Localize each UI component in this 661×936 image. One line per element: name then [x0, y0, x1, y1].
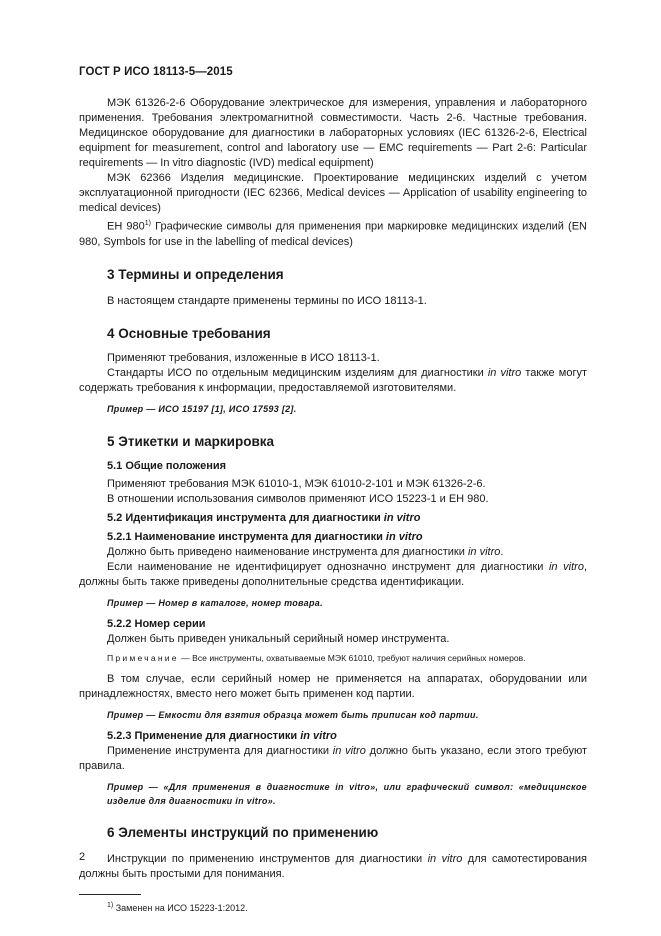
section-5-2-3-example: Пример — «Для применения в диагностике in vitro», или графический символ: «медицинское изделие для диагностики in vitro». [107, 781, 587, 806]
text-run: также могут содержать требования к информации, предоставляемой изготовителями. [79, 366, 587, 394]
section-4-title: 4 Основные требования [107, 325, 271, 341]
footnote-text: Заменен на ИСО 15223-1:2012. [113, 902, 248, 913]
page-number: 2 [79, 851, 86, 863]
text-run: Должно быть приведено наименование инструмента для диагностики [107, 545, 468, 558]
section-4-paragraph-2 [79, 366, 587, 396]
text-italic: in vitro [548, 560, 584, 573]
section-5-2-2-paragraph-2: В том случае, если серийный номер не применяется на аппаратах, оборудовании или принадлежностях, вместо него может быть применен код партии. [79, 672, 587, 700]
note-label: Примечание [107, 652, 179, 663]
text-italic: in vitro [300, 729, 337, 742]
section-5-2-2-note [79, 651, 587, 666]
footnote-mark: 1) [144, 220, 152, 227]
section-5-2-title [79, 511, 587, 526]
section-5-title: 5 Этикетки и маркировка [107, 433, 275, 449]
page-content [79, 96, 587, 916]
section-3-text: В настоящем стандарте применены термины по ИСО 18113-1. [107, 294, 427, 307]
section-5-2-3-title [79, 729, 587, 744]
section-5-2-1-paragraph-1 [79, 545, 587, 560]
text-run: . [500, 545, 504, 558]
section-4-paragraph-1: Применяют требования, изложенные в ИСО 18113-1. [107, 351, 380, 364]
section-5-2-2-paragraph-1: Должен быть приведен уникальный серийный номер инструмента. [107, 632, 450, 645]
text-italic: in vitro [332, 744, 366, 757]
text-italic: in vitro [383, 511, 421, 524]
section-5-1-paragraph-2: В отношении использования символов применяют ИСО 15223-1 и ЕН 980. [107, 492, 489, 505]
reference-iec-61326: МЭК 61326-2-6 Оборудование электрическое для измерения, управления и лабораторного применения. Требования электромагнитной совместимости. Часть 2-6. Частные требования. Медицинское оборудование для диагностики в лабораторных условиях (IEC 61326-2-6, Electrical equipment for measurement, control and laboratory use — EMC requirements — Part 2-6: Particular requirements — In vitro diagnostic (IVD) medical equipment) [79, 97, 587, 169]
reference-en-980 [79, 216, 587, 250]
text-run: Если наименование не идентифицирует однозначно инструмент для диагностики [107, 560, 549, 573]
section-4-example: Пример — ИСО 15197 [1], ИСО 17593 [2]. [107, 403, 297, 414]
section-5-2-1-example: Пример — Номер в каталоге, номер товара. [107, 597, 323, 608]
section-6-paragraph-1 [79, 852, 587, 882]
text-run: 5.2.3 Применение для диагностики [107, 729, 301, 742]
section-6-title: 6 Элементы инструкций по применению [107, 824, 379, 840]
text-run: Инструкции по применению инструментов для диагностики [107, 852, 428, 865]
footnote-number: 1) [107, 901, 114, 909]
text-run: , должны быть также приведены дополнительные средства идентификации. [79, 560, 587, 588]
text-italic: in vitro [487, 366, 522, 379]
note-text: — Все инструменты, охватываемые МЭК 61010, требуют наличия серийных номеров. [178, 652, 526, 663]
section-3-title: 3 Термины и определения [107, 266, 284, 282]
reference-iec-62366: МЭК 62366 Изделия медицинские. Проектирование медицинских изделий с учетом эксплуатационной пригодности (IEC 62366, Medical devices — Application of usability engineering to medical devices) [79, 172, 587, 214]
reference-en-980-code: ЕН 980 [107, 220, 145, 233]
text-italic: in vitro [467, 545, 501, 558]
footnote [79, 898, 587, 916]
section-5-2-2-title: 5.2.2 Номер серии [107, 617, 206, 630]
section-5-2-3-paragraph-1 [79, 744, 587, 774]
text-run: Стандарты ИСО по отдельным медицинским изделиям для диагностики [107, 366, 488, 379]
section-5-2-2-example: Пример — Емкости для взятия образца может быть приписан код партии. [107, 709, 479, 720]
section-5-1-title: 5.1 Общие положения [107, 459, 227, 472]
text-run: 5.2.1 Наименование инструмента для диагностики [107, 530, 386, 543]
section-5-2-1-title [79, 530, 587, 545]
document-header: ГОСТ Р ИСО 18113-5—2015 [79, 66, 233, 78]
section-5-1-paragraph-1: Применяют требования МЭК 61010-1, МЭК 61010-2-101 и МЭК 61326-2-6. [107, 477, 486, 490]
reference-en-980-title: Графические символы для применения при маркировке медицинских изделий (EN 980, Symbols for use in the labelling of medical devices) [79, 220, 587, 248]
text-run: для самотестирования должны быть простыми для понимания. [79, 852, 587, 880]
text-run: 5.2 Идентификация инструмента для диагностики [107, 511, 384, 524]
text-italic: in vitro [385, 530, 423, 543]
text-run: Применение инструмента для диагностики [107, 744, 333, 757]
section-5-2-1-paragraph-2 [79, 560, 587, 590]
text-run: должно быть указано, если этого требуют правила. [79, 744, 587, 772]
text-italic: in vitro [427, 852, 463, 865]
